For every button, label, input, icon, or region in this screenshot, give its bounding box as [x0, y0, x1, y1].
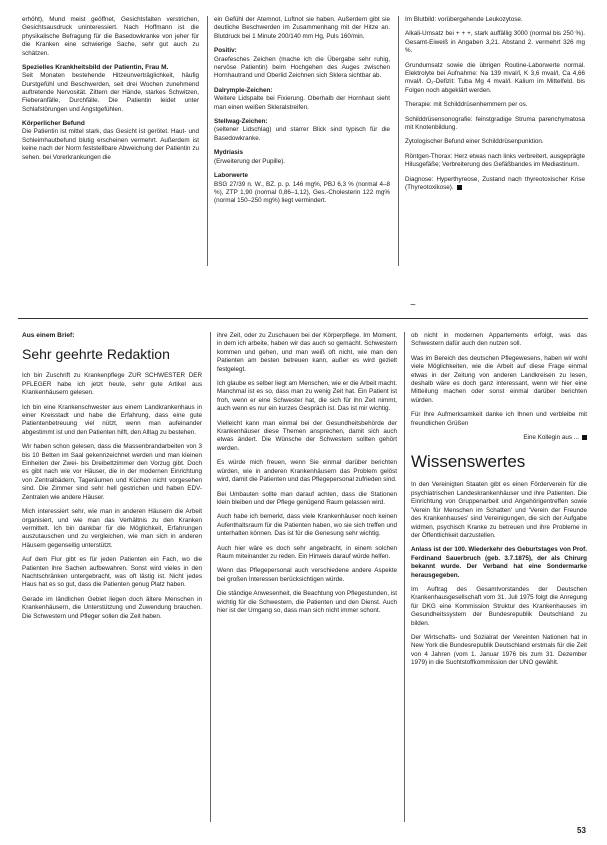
bottom-col2-paragraph-3: Vielleicht kann man einmal bei der Gesundheitsbehörde der Krankenhäuser diese Themen ansprechen, damit sich auch etwas ändert. Die Wünsche der Schwestern sollten gehört werden. — [217, 419, 397, 452]
top-col2-label-positive: Positiv: — [214, 47, 237, 55]
top-column-3 — [405, 16, 585, 199]
top-col2-paragraph-3: (seltener Lidschlag) und starrer Blick sind typisch für die Basedowkranke. — [214, 126, 390, 142]
top-col2-label-mydriasis: Mydriasis — [214, 149, 244, 157]
top-col3-paragraph-5: Schilddrüsensonografie: feinstgradige Struma parenchymatosa mit Knotenbildung. — [405, 115, 585, 132]
signature-text: Eine Kollegin aus ... — [523, 434, 579, 442]
top-column-divider-2 — [398, 16, 399, 266]
bottom-col1-paragraph-4: Mich interessiert sehr, wie man in anderen Häusern die Arbeit organisiert, und wie man das Verhältnis zu den Kranken vermittelt. Ich bin dankbar für die Möglichkeit, Erfahrungen auszutauschen und zu vergleichen, wie man sich in anderen Häusern gegenseitig unterstützt. — [22, 508, 202, 549]
top-col2-label-dalrymple: Dalrymple-Zeichen: — [214, 86, 273, 94]
bottom-col3-paragraph-3: Für Ihre Aufmerksamkeit danke ich Ihnen und verbleibe mit freundlichen Grüßen — [411, 411, 587, 427]
top-col2-paragraph-2: Weitere Lidspalte bei Fixierung. Oberhalb der Hornhaut sieht man einen weißen Skleralstreifen. — [214, 95, 390, 111]
bottom-column-divider-2 — [404, 332, 405, 822]
bottom-col3-paragraph-6: Im Auftrag des Gesamtvorstandes der Deutschen Krankenhausgesellschaft vom 31. Juli 1975 folgt die Anregung für DKG eine Kommission Struktur des Krankenhauses im Gesundheitssystem der Bundesrepublik Deutschland zu bilden. — [411, 585, 587, 627]
section-divider — [18, 318, 588, 319]
bottom-col3-paragraph-4: In den Vereinigten Staaten gibt es einen Förderverein für die psychiatrischen Landeskrankenhäuser und ihre Patienten. Die Einrichtung von Gruppenarbeit und Angehörigentreffen sowie 'Verein für Menschen im Schatten' und 'Verein der Freunde des Krankenhauses' sind Vereinigungen, die sich der Aufgabe widmen, psychisch Kranke zu betreuen und ihre Probleme in der Öffentlichkeit darzustellen. — [411, 481, 587, 539]
top-col3-paragraph-6: Zytologischer Befund einer Schilddrüsenpunktion. — [405, 138, 544, 146]
top-col3-diagnosis-text: Diagnose: Hyperthyreose, Zustand nach thyreotoxischer Krise (Thyreotoxikose). — [405, 175, 585, 192]
top-col2-paragraph-5: BSG 27/39 n. W., BZ. p. p. 146 mg%, PBJ 6,3 % (normal 4–8 %), ZTP 1,90 (normal 0,86–1,12), Ges.-Cholesterin 122 mg% (normal 150–250 mg%) liegt vermindert. — [214, 180, 390, 205]
top-col3-paragraph-8 — [405, 176, 585, 193]
page-number: 53 — [577, 826, 586, 835]
section-headline-wissenswertes: Wissenswertes — [411, 452, 526, 472]
end-square-icon — [457, 185, 462, 190]
top-col1-paragraph-2: Die Patientin ist mittel stark, das Gesicht ist gerötet. Haut- und Schleimhautbefund blutig erscheinen vermehrt. Außerdem ist keine nach der Norm feststellbare Abweichung der Patientin zu sehen. bei Vorerkrankungen die — [22, 128, 199, 161]
bottom-col2-paragraph-4: Es würde mich freuen, wenn Sie einmal darüber berichten würden, wie in anderen Krankenhäusern das Problem gelöst wird, damit die Patienten und das Pflegepersonal zufrieden sind. — [217, 459, 397, 484]
letter-kicker: Aus einem Brief: — [22, 332, 75, 339]
top-col1-intro: erhöht), Mund meist geöffnet, Gesichtsfalten verstrichen, Gesichtsausdruck uninteressiert. Nach Hoffmann ist die physikalische Befragung für die Basedowkranke von jeher für die Kranken eine schwierige Sache, sehr gut auch zu schätzen. — [22, 16, 199, 57]
top-col2-label-lab-values: Laborwerte — [214, 172, 248, 180]
top-col3-paragraph-4: Therapie: mit Schilddrüsenhemmern per os. — [405, 101, 528, 109]
bottom-col2-paragraph-5: Bei Umbauten sollte man darauf achten, dass die Stationen klein bleiben und der Pflege genügend Raum gelassen wird. — [217, 490, 397, 506]
top-col2-paragraph-4: (Erweiterung der Pupille). — [214, 157, 286, 165]
top-column-1 — [22, 16, 199, 168]
top-col2-intro: ein Gefühl der Atemnot, Luftnot sie haben. Außerdem gibt sie deutliche Beschwerden im Zusammenhang mit der Hitze an. Blutdruck bei 1 Minute 200/140 mm Hg, Puls 160/min. — [214, 16, 390, 40]
top-col1-paragraph-1: Seit Monaten bestehende Hitzeunverträglichkeit, häufig Durstgefühl und Beschwerden, seit drei Wochen zunehmend auftretende Nervosität. Zittern der Hände, starkes Schwitzen, Fieberanfälle, Durchfälle. Die Patientin leidet unter Schlafstörungen und Angstgefühlen. — [22, 72, 199, 113]
top-col1-heading-1: Spezielles Krankheitsbild der Patientin, Frau M. — [22, 64, 169, 72]
bottom-col3-paragraph-1: ob nicht in modernen Appartements erfolgt, was das Schwestern dafür auch den nutzen soll. — [411, 332, 587, 348]
top-col2-paragraph-1: Graefesches Zeichen (mache ich die Übergabe sehr ruhig, nervöse Patientin) beim Hochgehen des Auges zwischen Hornhautrand und Oberlid Zeichnen sich Sklera sichtbar ab. — [214, 55, 390, 80]
top-col3-paragraph-7: Röntgen-Thorax: Herz etwas nach links verbreitert, ausgeprägte Hilusgefäße; Verbreiterung des Gefäßbandes im Mediastinum. — [405, 152, 585, 169]
bottom-col1-paragraph-5: Auf dem Flur gibt es für jeden Patienten ein Fach, wo die Patienten ihre Sachen aufbewahren. Sonst wird vieles in den Nachtschränken untergebracht, was oft lästig ist. Nicht jedes Haus hat es so gut, dass die Patienten genug Platz haben. — [22, 556, 202, 589]
bottom-col1-paragraph-1: Ich bin Zuschrift zu Krankenpflege ZUR SCHWESTER DER PFLEGER habe ich jetzt heute, sehr gute Artikel aus Krankenhäusern gelesen. — [22, 372, 202, 397]
top-col2-label-stellwag: Stellwag-Zeichen: — [214, 118, 268, 126]
bottom-column-2 — [217, 332, 397, 621]
letter-headline: Sehr geehrte Redaktion — [22, 346, 170, 363]
top-col3-paragraph-2: Alkali-Umsatz bei + + +, stark auffällig 3000 (normal bis 250 %). Gesamt-Eiweiß in Angaben 3,21. Abstand 2. vermehrt 326 mg %. — [405, 30, 585, 55]
bottom-col1-paragraph-3: Wir haben schon gelesen, dass die Massenbrandarbeiten von 3 bis 10 Betten im Saal gekennzeichnet werden und man kleinen Einheiten der Zwei- bis Dreibettzimmer den Vorzug gibt. Doch es gibt nach wie vor Häuser, die in der modernen Einrichtung von Zentralbädern, Tageräumen und Küchen nicht vorgesehen sind. Die Zimmer sind sehr hell gestrichen und haben EDV-Zentralen wie andere Häuser. — [22, 443, 202, 501]
bottom-col2-paragraph-6: Auch habe ich bemerkt, dass viele Krankenhäuser noch keinen Aufenthaltsraum für die Patienten haben, wo sie sich treffen und unterhalten können. Das ist für die Genesung sehr wichtig. — [217, 513, 397, 538]
top-col3-paragraph-3: Grundumsatz sowie die übrigen Routine-Laborwerte normal. Elektrolyte bei Aufnahme: Na 139 mval/l, K 3,6 mval/l, Ca 4,66 mval/l. O₂-Defizit: Tuba Mg 4 mval/l. Kalium im Mittelfeld. bis Folgen noch abgeklärt werden. — [405, 61, 585, 94]
bottom-col3-paragraph-5: Anlass ist der 100. Wiederkehr des Geburtstages von Prof. Ferdinand Sauerbruch (geb. 3.7.1875), der als Chirurg bekannt wurde. Der Verband hat eine Sondermarke herausgegeben. — [411, 546, 587, 579]
bottom-col1-paragraph-6: Gerade im ländlichen Gebiet liegen doch ältere Menschen in Krankenhäusern, die Unterstützung und Zuwendung brauchen. Die Schwestern und Pfleger sollen die Zeit haben. — [22, 595, 202, 620]
top-column-divider-1 — [207, 16, 208, 266]
bottom-col2-paragraph-1: ihre Zeit, oder zu Zuschauen bei der Körperpflege. Im Moment, in dem ich arbeite, haben wir das auch so gemacht. Schwestern kommen und gehen, und man weiß oft nicht, wie man den Patienten am besten betreuen kann, außer es wird gezielt festgelegt. — [217, 332, 397, 373]
bottom-col1-paragraph-2: Ich bin eine Krankenschwester aus einem Landkrankenhaus in einer Kreisstadt und habe die Erfahrung, dass eine gute Patientenbetreuung viel nützt, wenn man aufeinander abgestimmt ist und den Patienten hilft, den Alltag zu bestehen. — [22, 403, 202, 436]
bottom-col2-paragraph-8: Wenn das Pflegepersonal auch verschiedene andere Aspekte bei großen Interessen berücksichtigen würde. — [217, 567, 397, 583]
bottom-column-divider-1 — [210, 332, 211, 822]
letter-signature — [411, 434, 587, 442]
bottom-column-1 — [22, 332, 202, 627]
bottom-col3-paragraph-2: Was im Bereich des deutschen Pflegewesens, haben wir wohl viele Möglichkeiten, wie die Arbeit auf diese Frage einmal etwas in der Zeitung von anderen Landkreisen zu lesen, deshalb wäre es doch ganz interessant, wenn wir hier eine Mitteilung machen oder sonst einmal darüber berichten würden. — [411, 354, 587, 404]
top-column-2 — [214, 16, 390, 212]
end-square-icon — [582, 435, 587, 440]
top-col3-paragraph-1: Im Blutbild: vorübergehende Leukozytose. — [405, 16, 523, 23]
pencil-mark: ~ — [410, 300, 416, 311]
bottom-column-3 — [411, 332, 587, 674]
top-col1-heading-2: Körperlicher Befund — [22, 120, 85, 128]
bottom-col2-paragraph-7: Auch hier wäre es doch sehr angebracht, in einem solchen Raum miteinander zu reden. Ein Hinweis darauf würde helfen. — [217, 544, 397, 560]
bottom-col2-paragraph-2: Ich glaube es selber liegt am Menschen, wie er die Arbeit macht. Manchmal ist es so, dass man zu wenig Zeit hat. Ein Patient ist froh, wenn er eine Schwester hat, die sich für ihn Zeit nimmt, auch wenn es nur ein kurzes Gespräch ist. Das ist mir wichtig. — [217, 380, 397, 413]
bottom-col2-paragraph-9: Die ständige Anwesenheit, die Beachtung von Pflegestunden, ist wichtig für die Schwestern, die Patienten und den Dienst. Auch hier ist der Umgang so, dass man sich nicht immer schont. — [217, 590, 397, 614]
bottom-col3-paragraph-7: Der Wirtschafts- und Sozialrat der Vereinten Nationen hat in New York die Bundesrepublik Deutschland erstmals für die Zeit von 4 Jahren (vom 1. Januar 1976 bis zum 31. Dezember 1979) in die Suchtstoffkommission der UNO gewählt. — [411, 633, 587, 667]
